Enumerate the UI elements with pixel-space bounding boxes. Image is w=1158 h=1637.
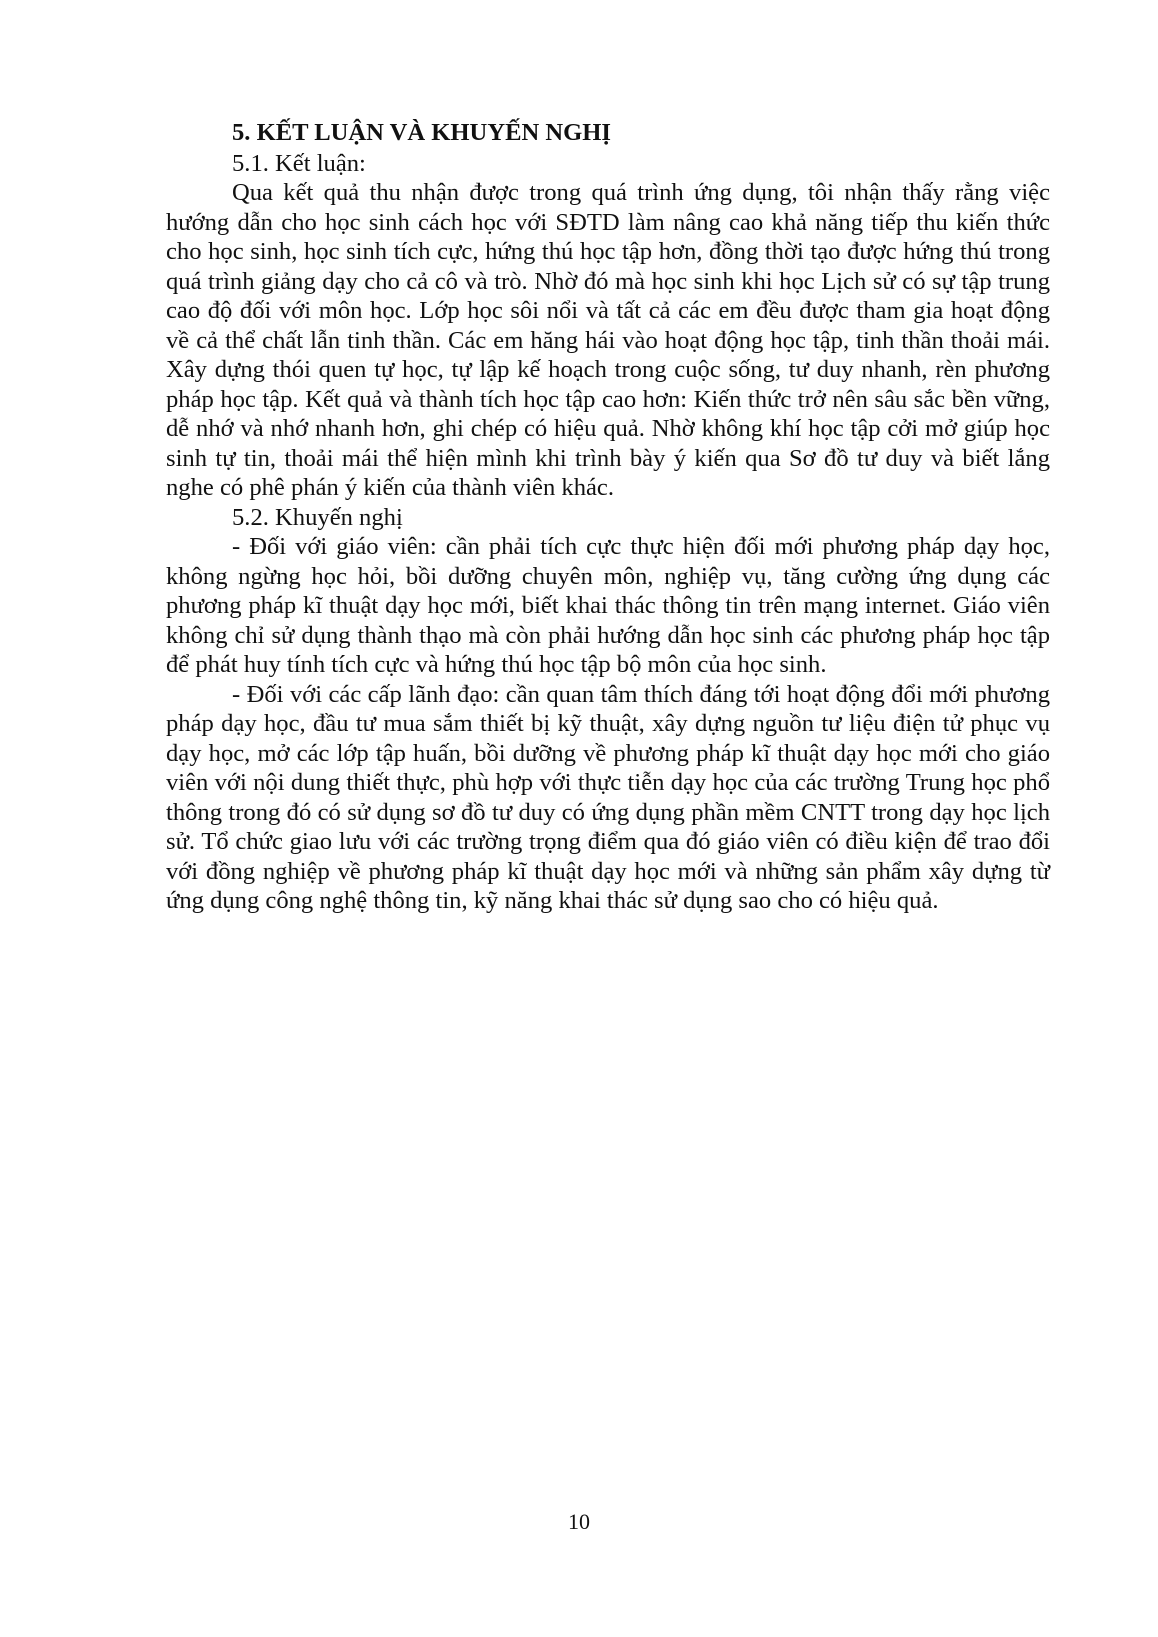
document-body	[166, 118, 1050, 916]
recommendation-teachers-paragraph: - Đối với giáo viên: cần phải tích cực thực hiện đối mới phương pháp dạy học, không ngừng học hỏi, bồi dưỡng chuyên môn, nghiệp vụ, tăng cường ứng dụng các phương pháp kĩ thuật dạy học mới, biết khai thác thông tin trên mạng internet. Giáo viên không chỉ sử dụng thành thạo mà còn phải hướng dẫn học sinh các phương pháp học tập để phát huy tính tích cực và hứng thú học tập bộ môn của học sinh.	[166, 533, 1050, 678]
conclusion-title: 5.1. Kết luận:	[232, 149, 366, 177]
recommendation-leaders-paragraph: - Đối với các cấp lãnh đạo: cần quan tâm thích đáng tới hoạt động đổi mới phương pháp dạy học, đầu tư mua sắm thiết bị kỹ thuật, xây dựng nguồn tư liệu điện tử phục vụ dạy học, mở các lớp tập huấn, bồi dưỡng về phương pháp kĩ thuật dạy học mới cho giáo viên với nội dung thiết thực, phù hợp với thực tiễn dạy học của các trường Trung học phổ thông trong đó có sử dụng sơ đồ tư duy có ứng dụng phần mềm CNTT trong dạy học lịch sử. Tổ chức giao lưu với các trường trọng điểm qua đó giáo viên có điều kiện để trao đổi với đồng nghiệp về phương pháp kĩ thuật dạy học mới và những sản phẩm xây dựng từ ứng dụng công nghệ thông tin, kỹ năng khai thác sử dụng sao cho có hiệu quả.	[166, 680, 1050, 914]
page-number: 10	[568, 1509, 590, 1534]
conclusion-paragraph: Qua kết quả thu nhận được trong quá trình ứng dụng, tôi nhận thấy rằng việc hướng dẫn cho học sinh cách học với SĐTD làm nâng cao khả năng tiếp thu kiến thức cho học sinh, học sinh tích cực, hứng thú học tập hơn, đồng thời tạo được hứng thú trong quá trình giảng dạy cho cả cô và trò. Nhờ đó mà học sinh khi học Lịch sử có sự tập trung cao độ đối với môn học. Lớp học sôi nổi và tất cả các em đều được tham gia hoạt động về cả thể chất lẫn tinh thần. Các em hăng hái vào hoạt động học tập, tinh thần thoải mái. Xây dựng thói quen tự học, tự lập kế hoạch trong cuộc sống, tư duy nhanh, rèn phương pháp học tập. Kết quả và thành tích học tập cao hơn: Kiến thức trở nên sâu sắc bền vững, dễ nhớ và nhớ nhanh hơn, ghi chép có hiệu quả. Nhờ không khí học tập cởi mở giúp học sinh tự tin, thoải mái thể hiện mình khi trình bày ý kiến qua Sơ đồ tư duy và biết lắng nghe có phê phán ý kiến của thành viên khác.	[166, 179, 1050, 501]
recommendation-title: 5.2. Khuyến nghị	[232, 503, 403, 531]
section-heading: 5. KẾT LUẬN VÀ KHUYẾN NGHỊ	[232, 119, 611, 146]
